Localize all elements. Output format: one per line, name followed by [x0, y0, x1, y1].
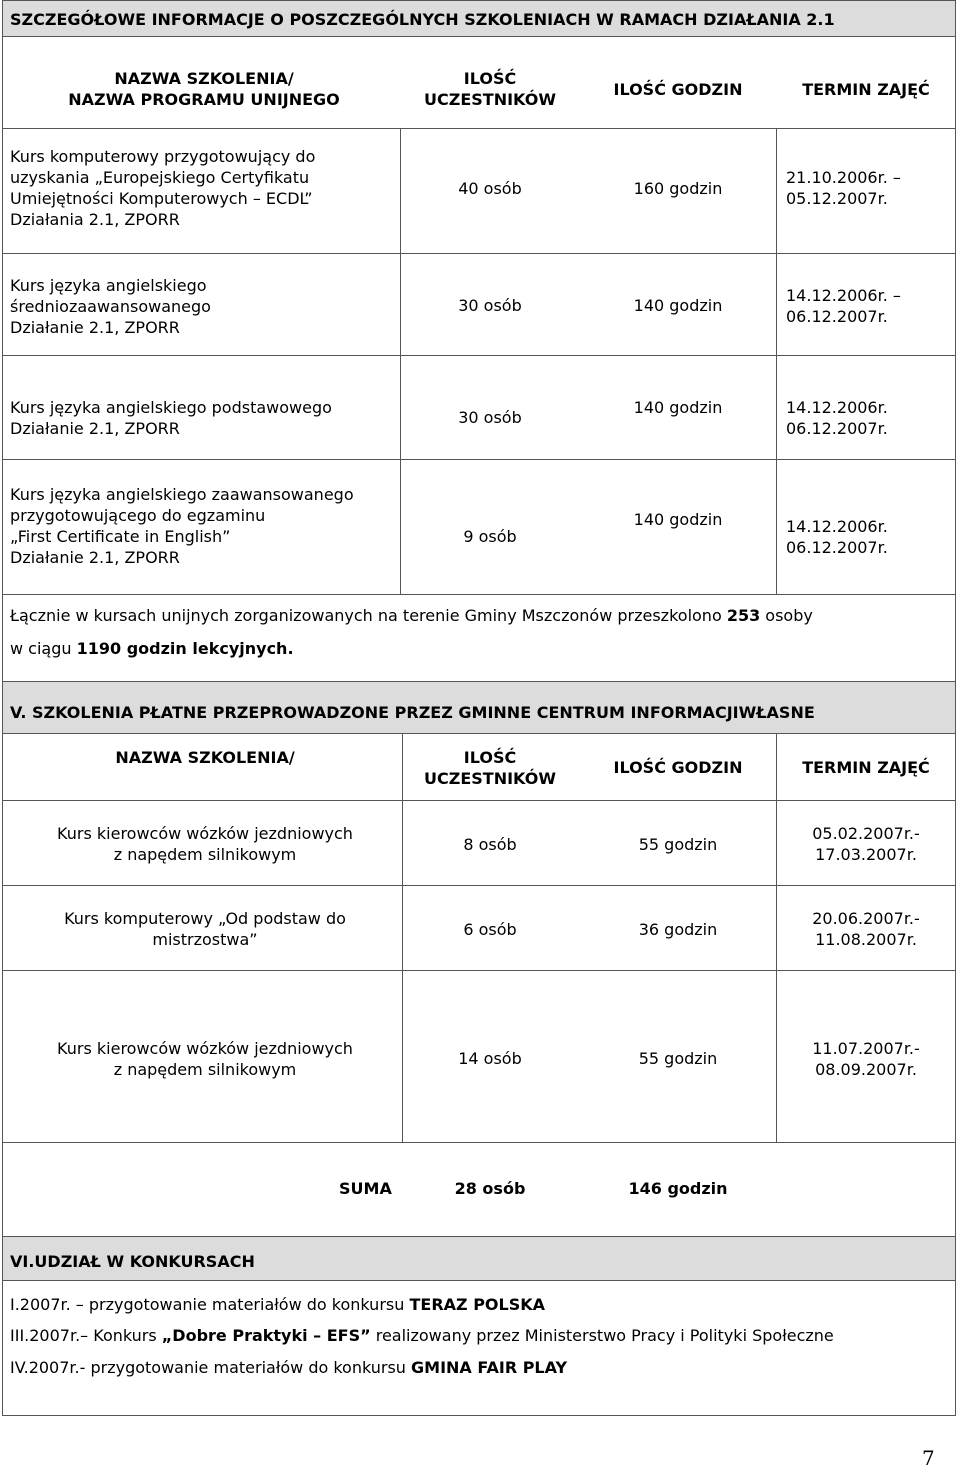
- participants-cell: 8 osób: [463, 835, 517, 854]
- term-line: 06.12.2007r.: [786, 538, 888, 557]
- course-name-line: mistrzostwa”: [152, 930, 258, 949]
- contest-item: [10, 1294, 545, 1315]
- header-hours: ILOŚĆ GODZIN: [613, 758, 743, 777]
- contest-item: [10, 1325, 834, 1346]
- rule: [2, 1236, 956, 1237]
- header-hours: ILOŚĆ GODZIN: [613, 80, 743, 99]
- course-name-line: Kurs języka angielskiego zaawansowanego: [10, 485, 354, 504]
- course-name-line: Kurs kierowców wózków jezdniowych: [57, 824, 353, 843]
- rule: [2, 970, 956, 971]
- contest-text: I.2007r. – przygotowanie materiałów do konkursu: [10, 1295, 410, 1314]
- header-count-line1: ILOŚĆ: [463, 748, 517, 767]
- header-name: NAZWA SZKOLENIA/: [115, 748, 295, 767]
- participants-cell: 40 osób: [458, 179, 522, 198]
- contest-name: „Dobre Praktyki – EFS”: [161, 1326, 371, 1345]
- rule: [2, 885, 956, 886]
- column-rule: [400, 128, 401, 594]
- rule: [2, 733, 956, 734]
- course-name-line: Umiejętności Komputerowych – ECDL”: [10, 189, 313, 208]
- header-name-line1: NAZWA SZKOLENIA/: [114, 69, 294, 88]
- rule: [2, 1142, 956, 1143]
- summary-line1: [10, 605, 813, 626]
- header-term: TERMIN ZAJĘĆ: [802, 758, 930, 777]
- course-name-line: Działanie 2.1, ZPORR: [10, 548, 180, 567]
- header-name-line2: NAZWA PROGRAMU UNIJNEGO: [68, 90, 340, 109]
- course-name-line: uzyskania „Europejskiego Certyfikatu: [10, 168, 310, 187]
- term-line: 14.12.2006r. –: [786, 286, 901, 305]
- header-count-line2: UCZESTNIKÓW: [424, 90, 556, 109]
- term-line: 14.12.2006r.: [786, 398, 888, 417]
- course-name-line: Działanie 2.1, ZPORR: [10, 419, 180, 438]
- term-line: 05.12.2007r.: [786, 189, 888, 208]
- course-name-line: Kurs komputerowy „Od podstaw do: [64, 909, 346, 928]
- hours-cell: 36 godzin: [638, 920, 718, 939]
- rule: [2, 355, 956, 356]
- course-name-line: Działania 2.1, ZPORR: [10, 210, 180, 229]
- contest-text: III.2007r.– Konkurs: [10, 1326, 162, 1345]
- column-rule: [776, 733, 777, 1142]
- term-line: 06.12.2007r.: [786, 419, 888, 438]
- column-rule: [776, 128, 777, 594]
- course-name-line: z napędem silnikowym: [113, 1060, 297, 1079]
- contest-text: realizowany przez Ministerstwo Pracy i Polityki Społeczne: [370, 1326, 834, 1345]
- term-line: 11.08.2007r.: [815, 930, 917, 949]
- contest-name: TERAZ POLSKA: [409, 1295, 546, 1314]
- course-name-line: przygotowującego do egzaminu: [10, 506, 266, 525]
- hours-cell: 55 godzin: [638, 835, 718, 854]
- course-name-line: Działanie 2.1, ZPORR: [10, 318, 180, 337]
- sum-label: SUMA: [339, 1179, 392, 1198]
- course-name-line: średniozaawansowanego: [10, 297, 211, 316]
- summary-text: Łącznie w kursach unijnych zorganizowanych na terenie Gminy Mszczonów przeszkolono: [10, 606, 727, 625]
- header-count-line1: ILOŚĆ: [463, 69, 517, 88]
- summary-text: osoby: [760, 606, 813, 625]
- rule: [2, 681, 956, 682]
- hours-cell: 160 godzin: [633, 179, 723, 198]
- hours-cell: 55 godzin: [638, 1049, 718, 1068]
- section5-title: V. SZKOLENIA PŁATNE PRZEPROWADZONE PRZEZ GMINNE CENTRUM INFORMACJIWŁASNE: [10, 703, 815, 722]
- section-title: SZCZEGÓŁOWE INFORMACJE O POSZCZEGÓLNYCH SZKOLENIACH W RAMACH DZIAŁANIA 2.1: [10, 10, 835, 29]
- term-line: 21.10.2006r. –: [786, 168, 901, 187]
- participants-cell: 9 osób: [463, 527, 517, 546]
- participants-cell: 30 osób: [458, 296, 522, 315]
- rule: [2, 1280, 956, 1281]
- rule: [2, 459, 956, 460]
- summary-line2: [10, 638, 294, 659]
- header-term: TERMIN ZAJĘĆ: [802, 80, 930, 99]
- term-line: 06.12.2007r.: [786, 307, 888, 326]
- summary-text: w ciągu: [10, 639, 77, 658]
- hours-cell: 140 godzin: [633, 510, 723, 529]
- term-line: 11.07.2007r.-: [812, 1039, 920, 1058]
- rule: [2, 128, 956, 129]
- hours-cell: 140 godzin: [633, 398, 723, 417]
- contest-name: GMINA FAIR PLAY: [411, 1358, 568, 1377]
- course-name-line: Kurs komputerowy przygotowujący do: [10, 147, 316, 166]
- sum-participants: 28 osób: [454, 1179, 526, 1198]
- participants-cell: 14 osób: [458, 1049, 522, 1068]
- column-rule: [402, 733, 403, 1142]
- contest-item: [10, 1357, 567, 1378]
- sum-hours: 146 godzin: [628, 1179, 728, 1198]
- term-line: 20.06.2007r.-: [812, 909, 920, 928]
- header-count-line2: UCZESTNIKÓW: [424, 769, 556, 788]
- summary-count: 253: [726, 606, 761, 625]
- rule: [2, 36, 956, 37]
- rule: [2, 800, 956, 801]
- participants-cell: 30 osób: [458, 408, 522, 427]
- hours-cell: 140 godzin: [633, 296, 723, 315]
- course-name-line: Kurs języka angielskiego: [10, 276, 207, 295]
- course-name-line: Kurs języka angielskiego podstawowego: [10, 398, 332, 417]
- summary-hours: 1190 godzin lekcyjnych.: [76, 639, 294, 658]
- section6-title: VI.UDZIAŁ W KONKURSACH: [10, 1252, 255, 1271]
- course-name-line: Kurs kierowców wózków jezdniowych: [57, 1039, 353, 1058]
- course-name-line: z napędem silnikowym: [113, 845, 297, 864]
- page-number: 7: [922, 1446, 935, 1470]
- term-line: 17.03.2007r.: [815, 845, 917, 864]
- rule: [2, 594, 956, 595]
- term-line: 14.12.2006r.: [786, 517, 888, 536]
- participants-cell: 6 osób: [463, 920, 517, 939]
- term-line: 05.02.2007r.-: [812, 824, 920, 843]
- term-line: 08.09.2007r.: [815, 1060, 917, 1079]
- contest-text: IV.2007r.- przygotowanie materiałów do konkursu: [10, 1358, 412, 1377]
- course-name-line: „First Certificate in English”: [10, 527, 231, 546]
- rule: [2, 253, 956, 254]
